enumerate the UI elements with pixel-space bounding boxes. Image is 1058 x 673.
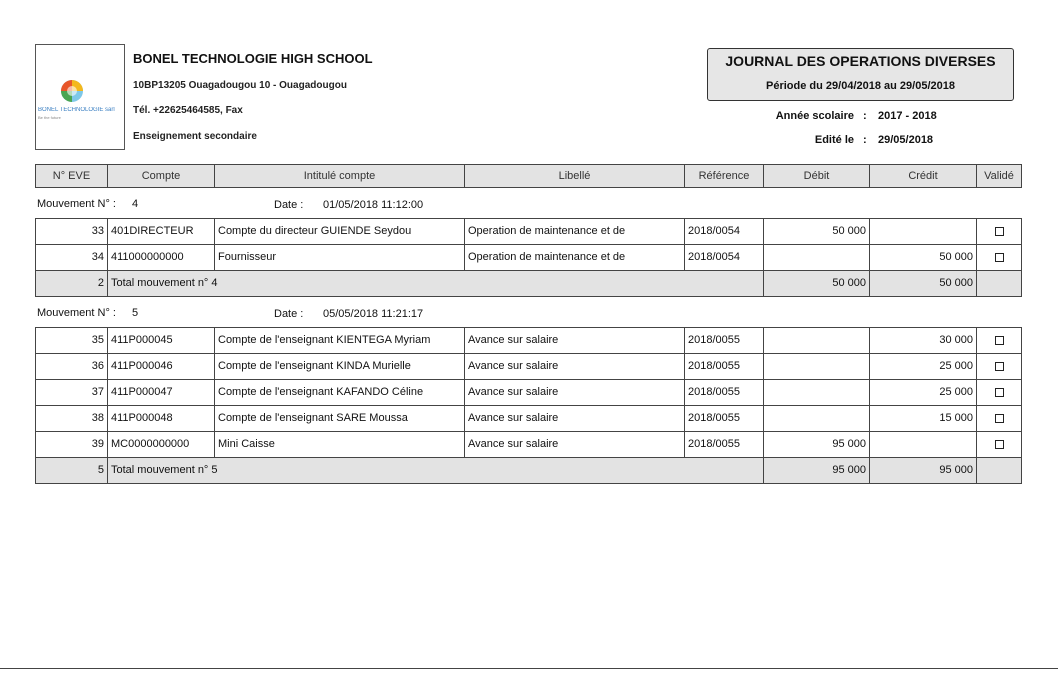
cell-credit bbox=[869, 218, 977, 245]
cell-libelle: Operation de maintenance et de bbox=[464, 218, 685, 245]
total-label: Total mouvement n° 4 bbox=[107, 270, 764, 297]
movement-number: 5 bbox=[132, 307, 139, 319]
validated-checkbox[interactable] bbox=[995, 440, 1004, 449]
cell-debit bbox=[763, 379, 870, 406]
total-count: 5 bbox=[35, 457, 108, 484]
cell-eve: 34 bbox=[35, 244, 108, 271]
total-valide bbox=[976, 457, 1022, 484]
col-header-reference: Référence bbox=[684, 164, 764, 188]
cell-compte: 411P000046 bbox=[107, 353, 215, 380]
col-header-eve: N° EVE bbox=[35, 164, 108, 188]
school-year-colon: : bbox=[863, 110, 867, 122]
cell-reference: 2018/0055 bbox=[684, 379, 764, 406]
cell-intitule: Fournisseur bbox=[214, 244, 465, 271]
col-header-libelle: Libellé bbox=[464, 164, 685, 188]
cell-intitule: Compte de l'enseignant KAFANDO Céline bbox=[214, 379, 465, 406]
cell-reference: 2018/0055 bbox=[684, 353, 764, 380]
logo-wordmark: BONEL TECHNOLOGIE sarl bbox=[38, 107, 115, 113]
cell-eve: 39 bbox=[35, 431, 108, 458]
journal-title: JOURNAL DES OPERATIONS DIVERSES bbox=[725, 53, 996, 69]
cell-libelle: Avance sur salaire bbox=[464, 327, 685, 354]
logo-tagline: Be the future bbox=[38, 115, 61, 120]
school-phone: Tél. +22625464585, Fax bbox=[133, 105, 243, 116]
school-name: BONEL TECHNOLOGIE HIGH SCHOOL bbox=[133, 51, 373, 66]
cell-libelle: Avance sur salaire bbox=[464, 431, 685, 458]
validated-checkbox[interactable] bbox=[995, 388, 1004, 397]
journal-period: Période du 29/04/2018 au 29/05/2018 bbox=[766, 80, 955, 92]
cell-credit: 50 000 bbox=[869, 244, 977, 271]
validated-checkbox[interactable] bbox=[995, 414, 1004, 423]
total-debit: 95 000 bbox=[763, 457, 870, 484]
edited-date: 29/05/2018 bbox=[878, 134, 934, 146]
cell-libelle: Avance sur salaire bbox=[464, 353, 685, 380]
cell-eve: 33 bbox=[35, 218, 108, 245]
cell-credit: 25 000 bbox=[869, 379, 977, 406]
page-bottom-divider bbox=[0, 668, 1058, 669]
cell-debit bbox=[763, 353, 870, 380]
col-header-compte: Compte bbox=[107, 164, 215, 188]
cell-reference: 2018/0055 bbox=[684, 431, 764, 458]
edited-colon: : bbox=[863, 134, 867, 146]
validated-checkbox[interactable] bbox=[995, 362, 1004, 371]
edited-row bbox=[700, 134, 1000, 150]
cell-compte: MC0000000000 bbox=[107, 431, 215, 458]
total-debit: 50 000 bbox=[763, 270, 870, 297]
cell-eve: 35 bbox=[35, 327, 108, 354]
col-header-intitule: Intitulé compte bbox=[214, 164, 465, 188]
cell-debit bbox=[763, 327, 870, 354]
cell-libelle: Avance sur salaire bbox=[464, 405, 685, 432]
cell-compte: 411P000045 bbox=[107, 327, 215, 354]
cell-debit: 50 000 bbox=[763, 218, 870, 245]
cell-intitule: Compte de l'enseignant KINDA Murielle bbox=[214, 353, 465, 380]
cell-reference: 2018/0055 bbox=[684, 327, 764, 354]
col-header-debit: Débit bbox=[763, 164, 870, 188]
cell-compte: 411P000048 bbox=[107, 405, 215, 432]
total-credit: 95 000 bbox=[869, 457, 977, 484]
movement-date-label: Date : bbox=[274, 308, 304, 320]
school-year-value: 2017 - 2018 bbox=[878, 110, 937, 122]
cell-libelle: Operation de maintenance et de bbox=[464, 244, 685, 271]
cell-credit: 25 000 bbox=[869, 353, 977, 380]
journal-title-box bbox=[707, 48, 1014, 101]
validated-checkbox[interactable] bbox=[995, 227, 1004, 236]
cell-debit bbox=[763, 405, 870, 432]
cell-credit bbox=[869, 431, 977, 458]
cell-intitule: Compte de l'enseignant SARE Moussa bbox=[214, 405, 465, 432]
school-year-row bbox=[700, 110, 1000, 126]
school-category: Enseignement secondaire bbox=[133, 131, 257, 142]
col-header-valide: Validé bbox=[976, 164, 1022, 188]
cell-eve: 38 bbox=[35, 405, 108, 432]
total-valide bbox=[976, 270, 1022, 297]
cell-eve: 37 bbox=[35, 379, 108, 406]
cell-reference: 2018/0054 bbox=[684, 218, 764, 245]
movement-date: 05/05/2018 11:21:17 bbox=[323, 308, 424, 320]
school-address: 10BP13205 Ouagadougou 10 - Ouagadougou bbox=[133, 80, 347, 91]
validated-checkbox[interactable] bbox=[995, 253, 1004, 262]
cell-reference: 2018/0055 bbox=[684, 405, 764, 432]
movement-number: 4 bbox=[132, 198, 139, 210]
movement-date: 01/05/2018 11:12:00 bbox=[323, 199, 424, 211]
total-label: Total mouvement n° 5 bbox=[107, 457, 764, 484]
cell-debit bbox=[763, 244, 870, 271]
cell-intitule: Compte de l'enseignant KIENTEGA Myriam bbox=[214, 327, 465, 354]
validated-checkbox[interactable] bbox=[995, 336, 1004, 345]
cell-eve: 36 bbox=[35, 353, 108, 380]
cell-compte: 411P000047 bbox=[107, 379, 215, 406]
cell-reference: 2018/0054 bbox=[684, 244, 764, 271]
movement-date-label: Date : bbox=[274, 199, 304, 211]
total-count: 2 bbox=[35, 270, 108, 297]
school-logo bbox=[35, 44, 125, 150]
movement-label: Mouvement N° : bbox=[37, 307, 116, 319]
col-header-credit: Crédit bbox=[869, 164, 977, 188]
cell-compte: 411000000000 bbox=[107, 244, 215, 271]
school-year-label: Année scolaire bbox=[775, 110, 854, 122]
cell-intitule: Mini Caisse bbox=[214, 431, 465, 458]
cell-libelle: Avance sur salaire bbox=[464, 379, 685, 406]
movement-label: Mouvement N° : bbox=[37, 198, 116, 210]
cell-intitule: Compte du directeur GUIENDE Seydou bbox=[214, 218, 465, 245]
cell-compte: 401DIRECTEUR bbox=[107, 218, 215, 245]
cell-credit: 15 000 bbox=[869, 405, 977, 432]
total-credit: 50 000 bbox=[869, 270, 977, 297]
globe-logo-icon bbox=[52, 73, 92, 107]
cell-credit: 30 000 bbox=[869, 327, 977, 354]
cell-debit: 95 000 bbox=[763, 431, 870, 458]
edited-label: Edité le bbox=[814, 134, 854, 146]
